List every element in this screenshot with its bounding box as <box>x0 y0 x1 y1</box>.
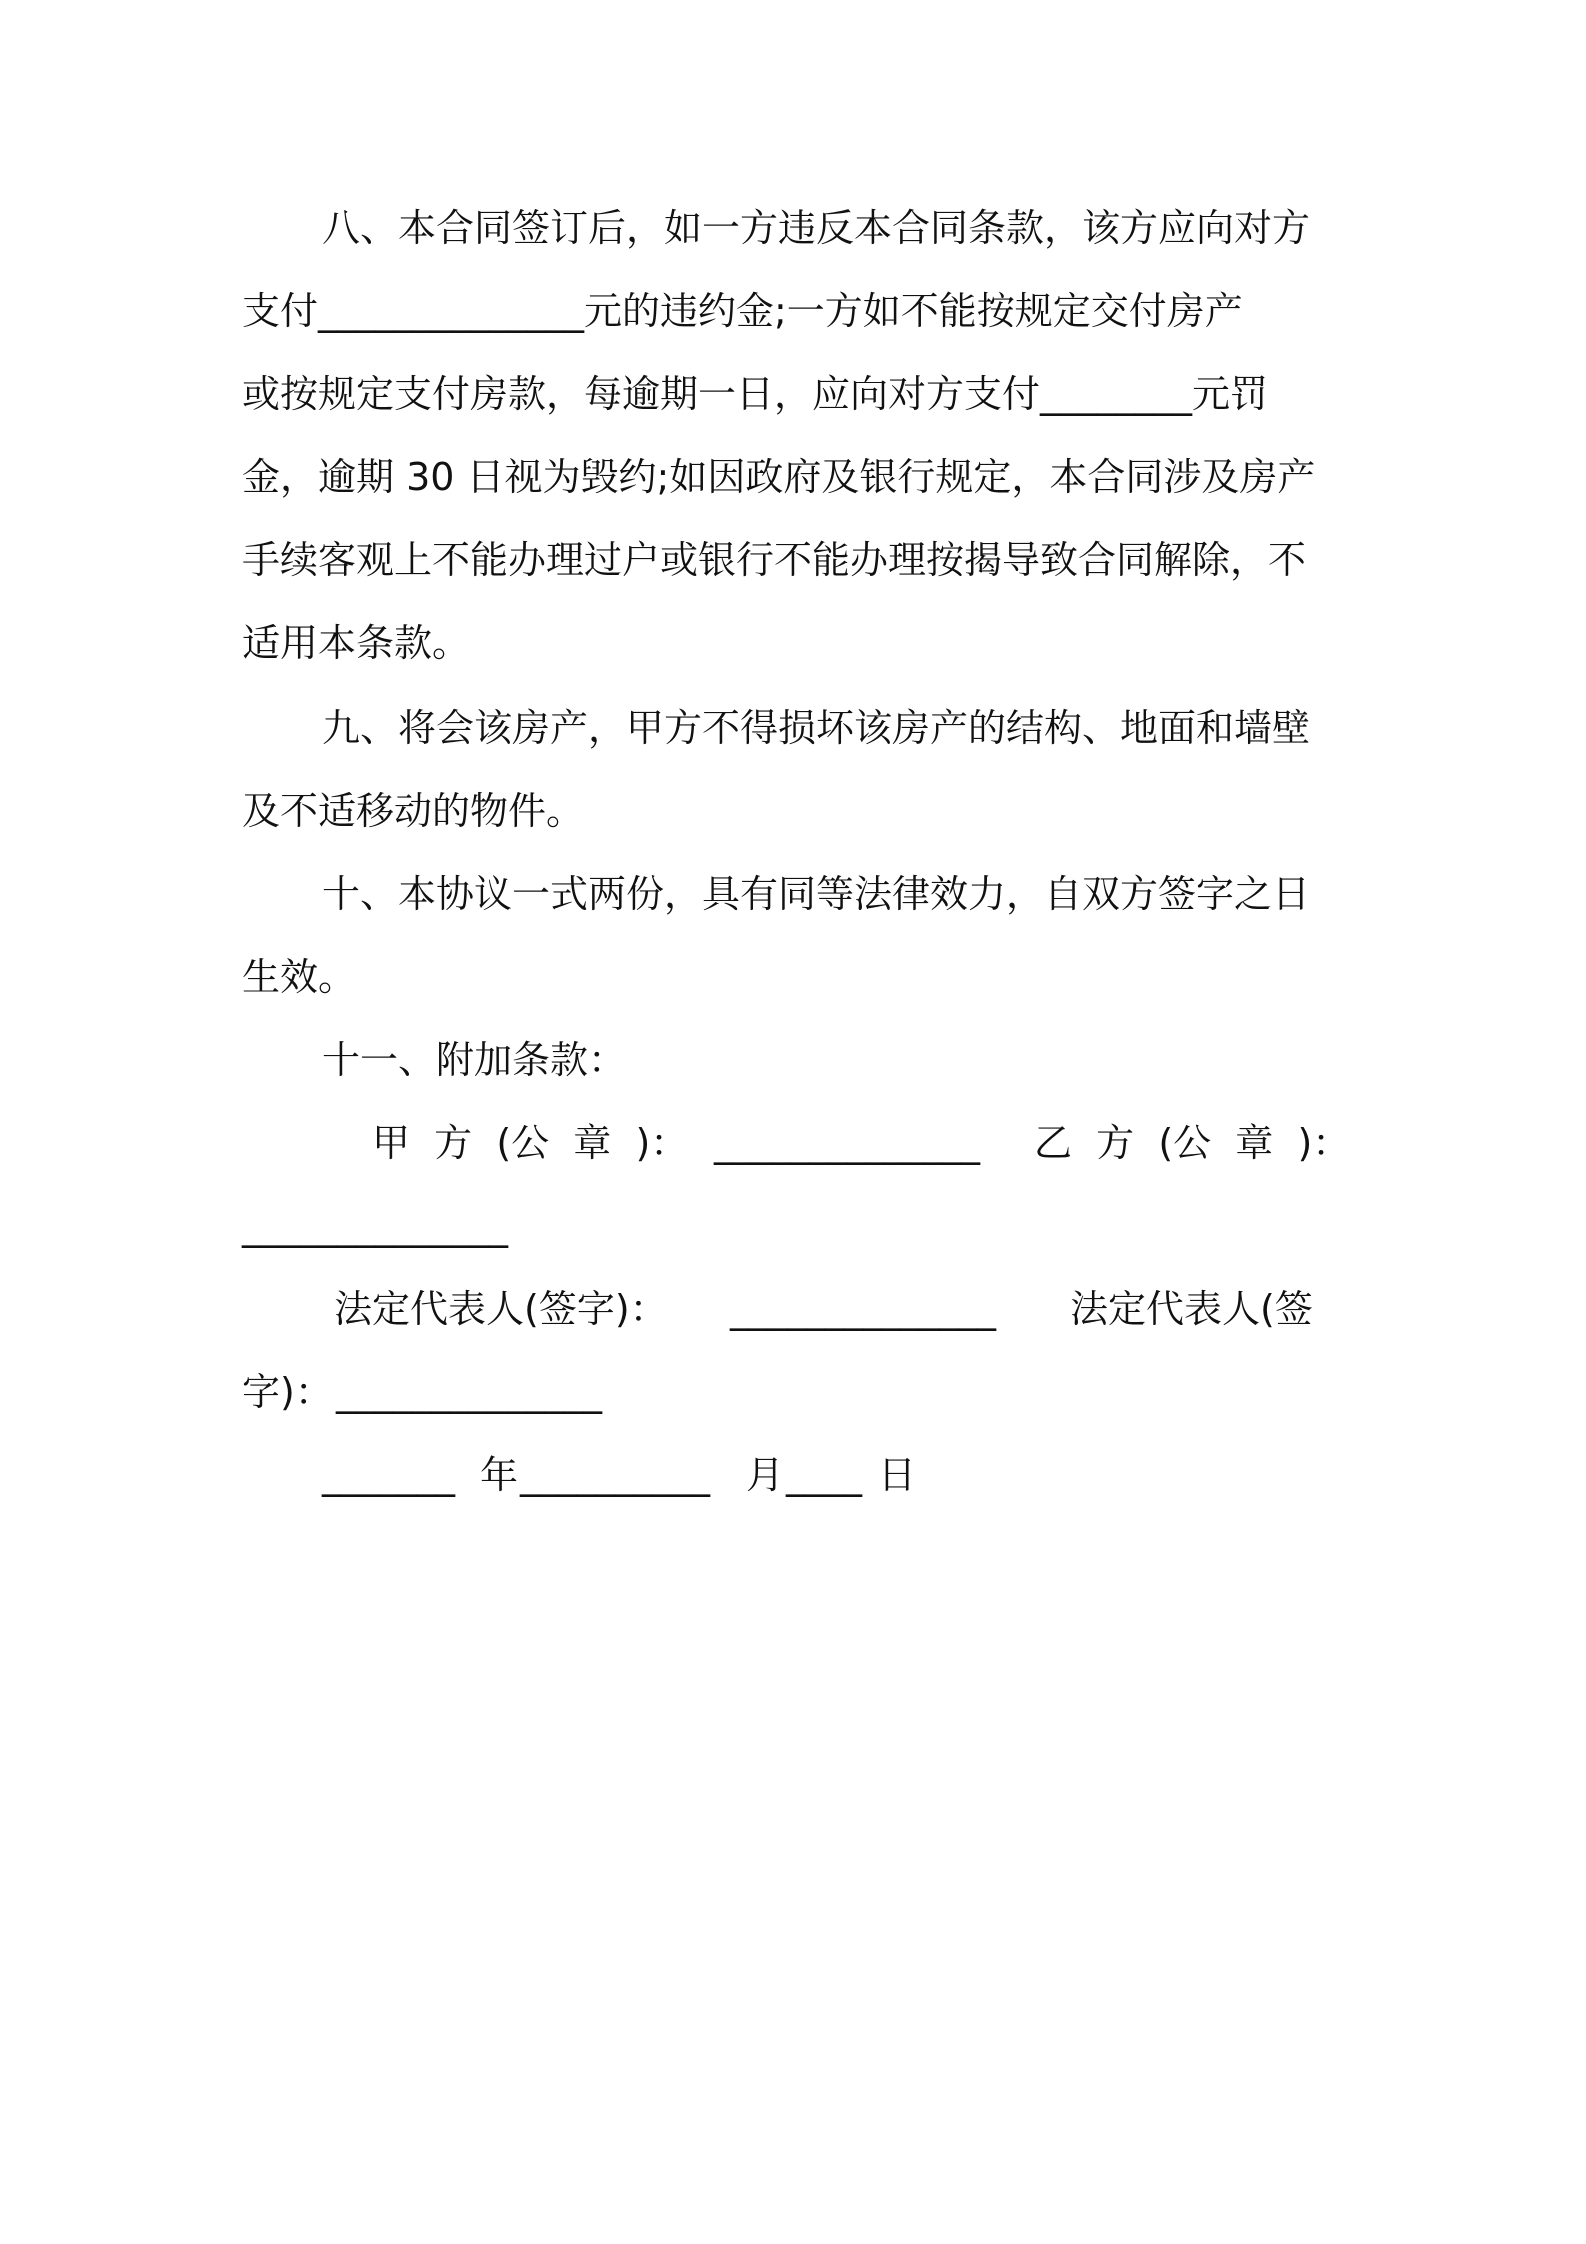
party-b-seal-blank: ______________ <box>242 1204 508 1248</box>
party-b-rep-label-continued: 字)： <box>242 1370 333 1414</box>
clause-8-text: 八、本合同签订后，如一方违反本合同条款，该方应向对方 <box>322 206 1311 250</box>
clause-8-text: 或按规定支付房款，每逾期一日，应向对方支付________元罚 <box>242 372 1269 416</box>
clause-8-line-3 <box>0 359 1586 429</box>
clause-10-line-1 <box>0 859 1586 929</box>
day-blank: ____ <box>786 1453 862 1497</box>
day-label: 日 <box>878 1453 917 1497</box>
party-a-rep-label: 法定代表人(签字)： <box>334 1287 668 1331</box>
clause-10-line-2 <box>0 942 1586 1012</box>
party-b-rep-label: 法定代表人(签 <box>1070 1287 1313 1331</box>
party-a-rep-blank: ______________ <box>730 1287 996 1331</box>
clause-11-line-1 <box>0 1025 1586 1095</box>
clause-8-text: 金，逾期 30 日视为毁约;如因政府及银行规定，本合同涉及房产 <box>242 455 1316 499</box>
clause-9-line-1 <box>0 693 1586 763</box>
month-blank: __________ <box>520 1453 710 1497</box>
clause-8-text: 适用本条款。 <box>242 621 471 665</box>
representative-line <box>0 1274 1586 1344</box>
clause-8-line-5 <box>0 525 1586 595</box>
clause-10-text: 十、本协议一式两份，具有同等法律效力，自双方签字之日 <box>322 872 1311 916</box>
clause-8-line-1 <box>0 193 1586 263</box>
date-line <box>0 1440 1586 1510</box>
clause-8-line-2 <box>0 276 1586 346</box>
year-blank: _______ <box>322 1453 455 1497</box>
clause-9-line-2 <box>0 776 1586 846</box>
clause-11-text: 十一、附加条款： <box>322 1038 627 1082</box>
clause-8-line-4 <box>0 442 1586 512</box>
clause-9-text: 及不适移动的物件。 <box>242 789 585 833</box>
seal-line-continued <box>0 1191 1586 1261</box>
clause-8-text: 手续客观上不能办理过户或银行不能办理按揭导致合同解除，不 <box>242 538 1307 582</box>
clause-8-text: 支付______________元的违约金;一方如不能按规定交付房产 <box>242 289 1243 333</box>
year-label: 年 <box>480 1453 519 1497</box>
clause-10-text: 生效。 <box>242 955 357 999</box>
clause-9-text: 九、将会该房产，甲方不得损坏该房产的结构、地面和墙壁 <box>322 706 1311 750</box>
clause-8-line-6 <box>0 608 1586 678</box>
party-a-seal-blank: ______________ <box>714 1121 980 1165</box>
party-b-seal-label: 乙 方 (公 章 )： <box>1034 1121 1351 1165</box>
representative-line-continued <box>0 1357 1586 1427</box>
seal-line <box>0 1108 1586 1178</box>
party-a-seal-label: 甲 方 (公 章 )： <box>372 1121 689 1165</box>
month-label: 月 <box>746 1453 785 1497</box>
party-b-rep-blank: ______________ <box>336 1370 602 1414</box>
